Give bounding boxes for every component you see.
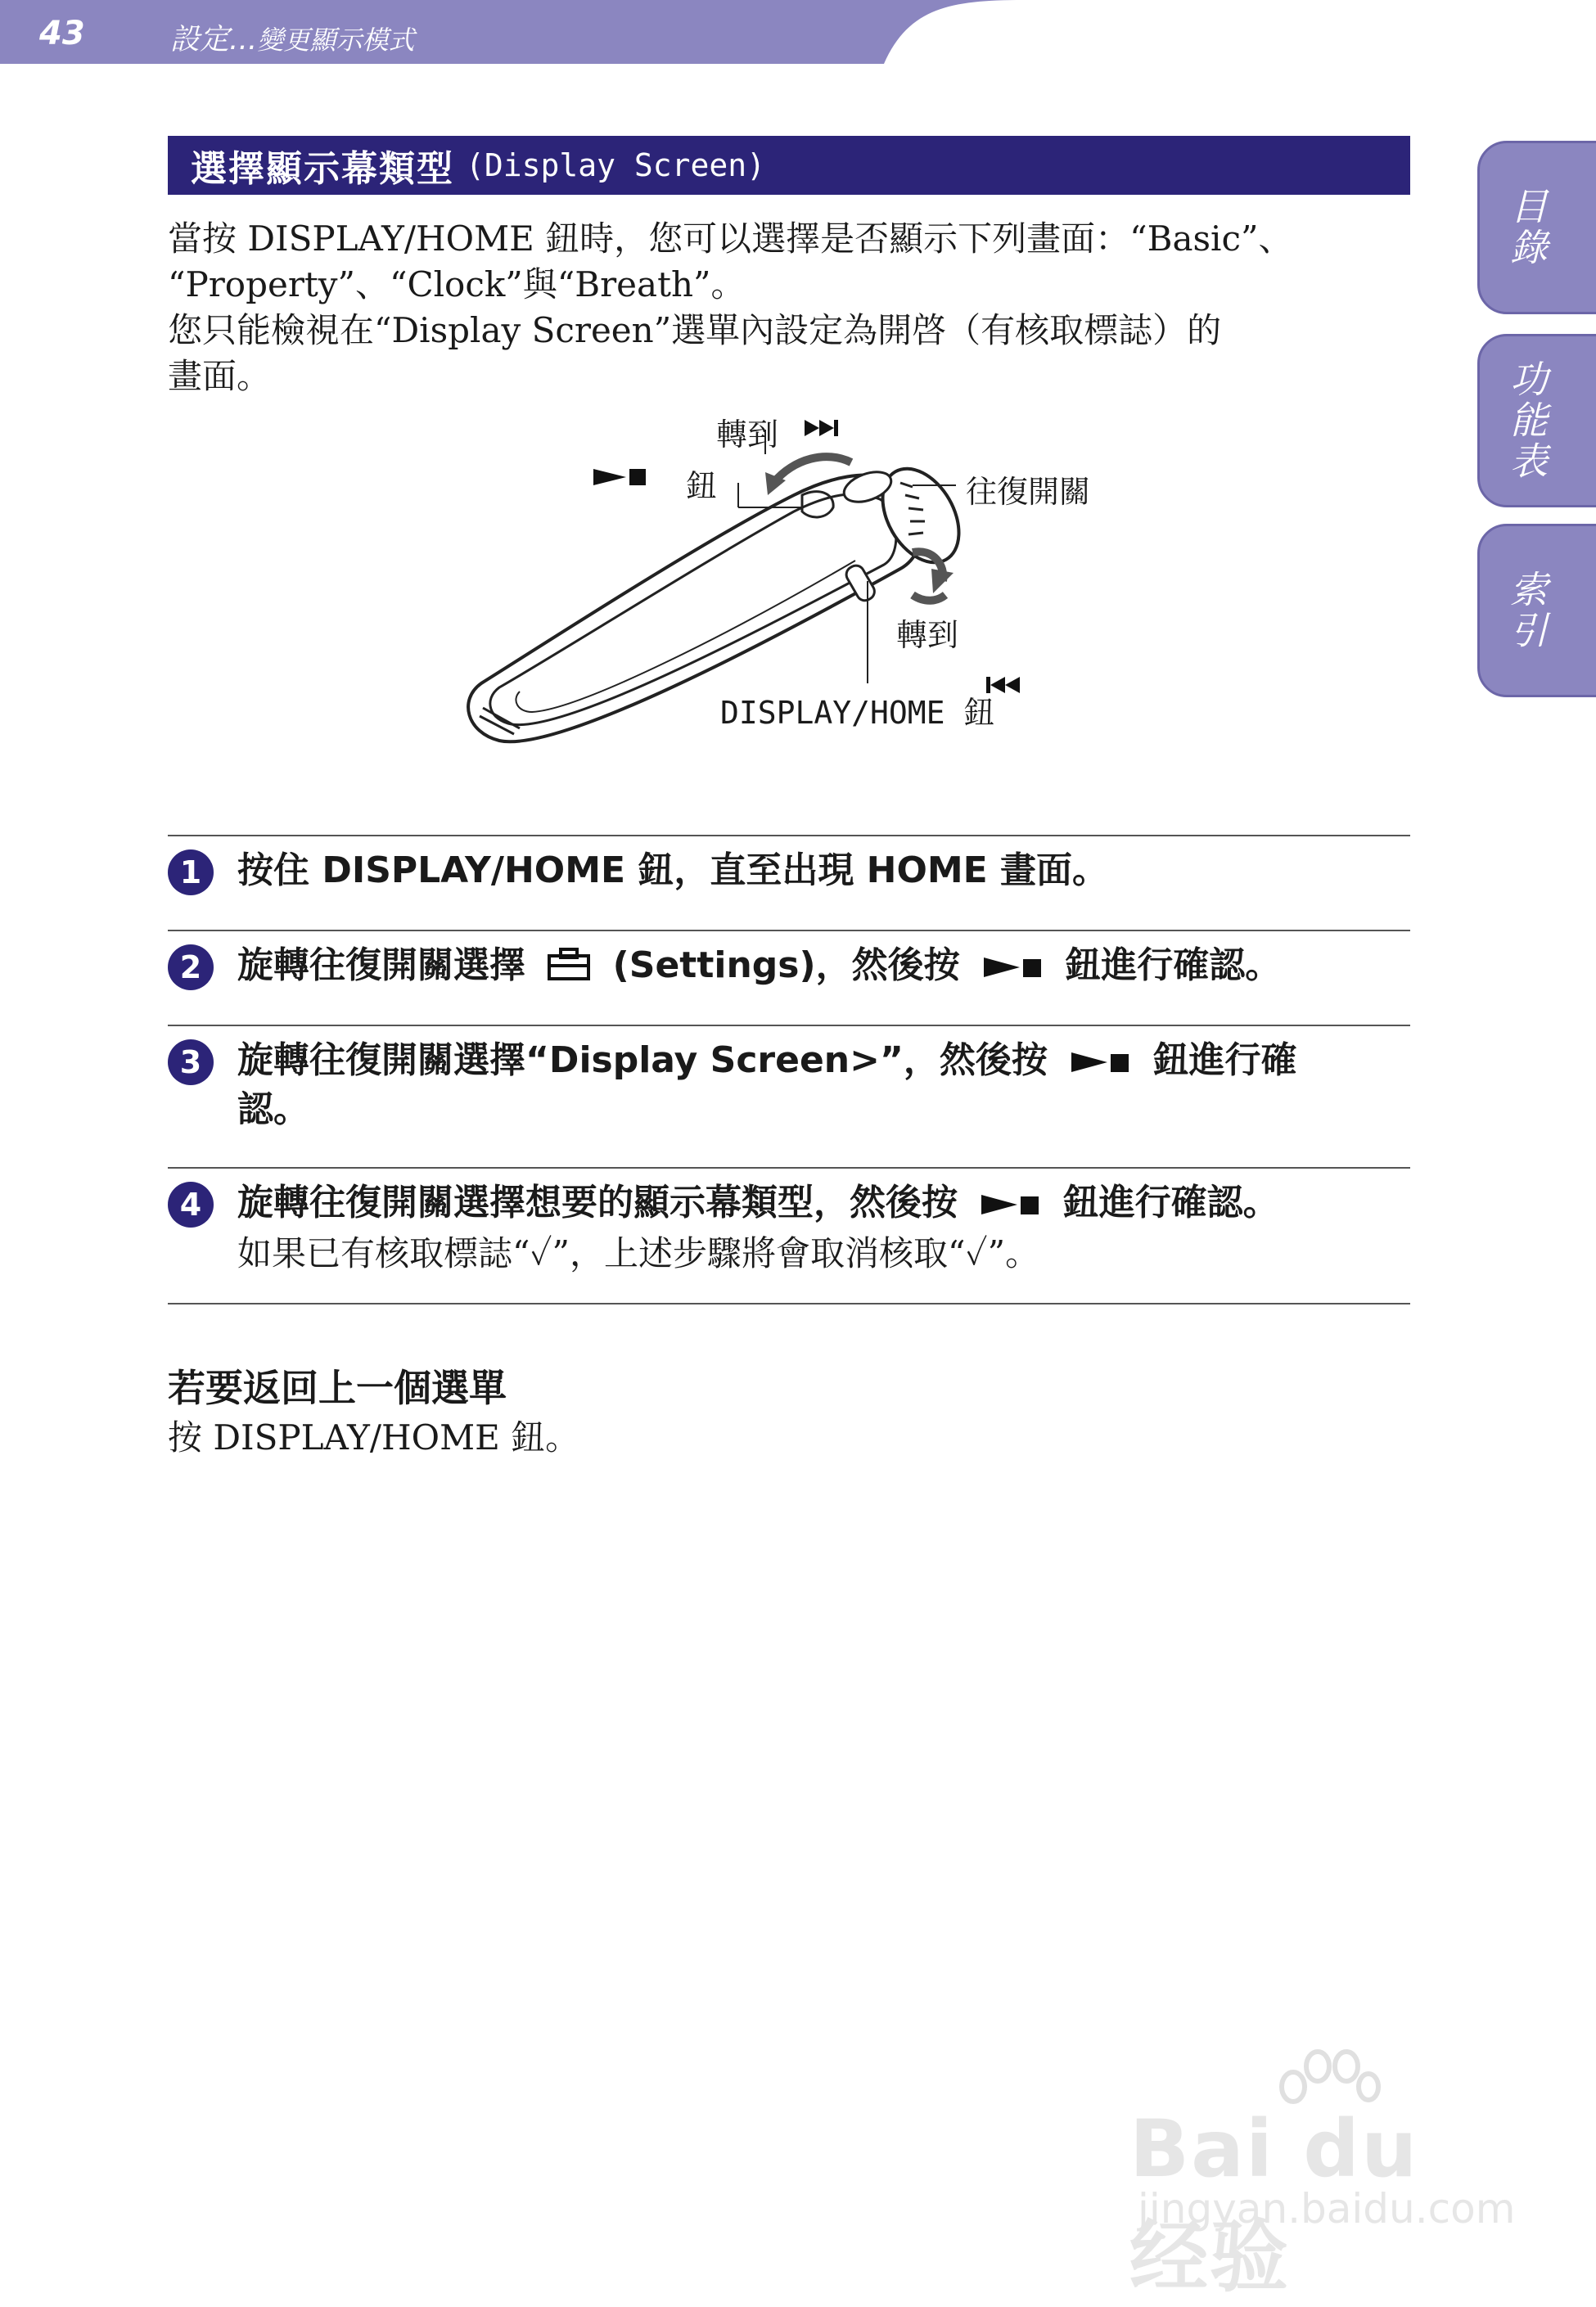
tab-contents[interactable] (1477, 141, 1596, 314)
step-4 (168, 1178, 1410, 1301)
page-header (0, 0, 1023, 64)
play-stop-icon (1071, 1051, 1129, 1074)
play-stop-icon (593, 469, 646, 485)
tab-menu-label: 功能表 (1504, 359, 1549, 482)
step-number: 3 (168, 1039, 214, 1085)
breadcrumb (170, 16, 414, 58)
breadcrumb-main: 設定... (170, 23, 258, 56)
return-text: 按 DISPLAY/HOME 鈕。 (168, 1417, 580, 1458)
tab-contents-label: 目錄 (1504, 187, 1549, 268)
step-text-continued: 認。 (237, 1088, 309, 1130)
device-diagram (442, 405, 1162, 765)
label-next: 轉到 (716, 417, 779, 453)
tab-menu[interactable] (1477, 334, 1596, 507)
tab-index[interactable] (1477, 524, 1596, 697)
step-text-a: 旋轉往復開關選擇 (237, 944, 525, 986)
step-number: 2 (168, 944, 214, 990)
step-text-b: (Settings)，然後按 (612, 944, 960, 986)
step-text (237, 941, 1410, 990)
play-stop-icon (981, 1193, 1039, 1216)
settings-toolbox-icon (546, 946, 592, 982)
label-shuttle-switch: 往復開關 (966, 474, 1091, 510)
step-text-c: 鈕進行確認。 (1065, 944, 1282, 986)
watermark-text: Bai du 经验 (1129, 2103, 1419, 2303)
intro-line-4: 畫面。 (168, 356, 272, 396)
watermark (1129, 2046, 1522, 2303)
divider (168, 1025, 1410, 1026)
divider (168, 930, 1410, 931)
breadcrumb-sub: 變更顯示模式 (257, 25, 415, 56)
step-text-b: 鈕進行確認。 (1062, 1182, 1279, 1223)
step-text-a: 旋轉往復開關選擇“Display Screen>”，然後按 (237, 1039, 1048, 1081)
intro-line-2: “Property”、“Clock”與“Breath”。 (168, 264, 746, 304)
step-text: 按住 DISPLAY/HOME 鈕，直至出現 HOME 畫面。 (237, 849, 1109, 891)
label-play-button: 鈕 (686, 468, 718, 504)
label-prev: 轉到 (896, 617, 959, 653)
step-3 (168, 1036, 1410, 1159)
divider (168, 1167, 1410, 1169)
label-display-home: DISPLAY/HOME 鈕 (720, 695, 995, 731)
return-heading: 若要返回上一個選單 (168, 1366, 507, 1410)
step-number: 4 (168, 1182, 214, 1228)
watermark-url: jingyan.baidu.com (1138, 2185, 1516, 2233)
play-stop-icon (984, 956, 1041, 979)
intro-line-3: 您只能檢視在“Display Screen”選單內設定為開啓（有核取標誌）的 (168, 310, 1222, 350)
step-1 (168, 846, 1410, 928)
page-number: 43 (39, 15, 85, 52)
section-title-cjk: 選擇顯示幕類型 (191, 148, 454, 190)
step-2 (168, 941, 1410, 1023)
step-text-a: 旋轉往復開關選擇想要的顯示幕類型，然後按 (237, 1182, 958, 1223)
step-number: 1 (168, 849, 214, 895)
step-note: 如果已有核取標誌“✓”，上述步驟將會取消核取“✓”。 (237, 1233, 1040, 1273)
step-text (237, 1178, 1410, 1228)
section-title-en: (Display Screen) (466, 147, 766, 183)
header-bar (0, 0, 1023, 64)
step-text (237, 1036, 1410, 1085)
divider (168, 1303, 1410, 1304)
tab-index-label: 索引 (1504, 570, 1549, 651)
next-track-icon (805, 420, 838, 436)
step-text-b: 鈕進行確 (1152, 1039, 1297, 1081)
section-title (168, 136, 1410, 195)
divider (168, 835, 1410, 836)
intro-line-1: 當按 DISPLAY/HOME 鈕時，您可以選擇是否顯示下列畫面：“Basic”、 (168, 219, 1293, 259)
